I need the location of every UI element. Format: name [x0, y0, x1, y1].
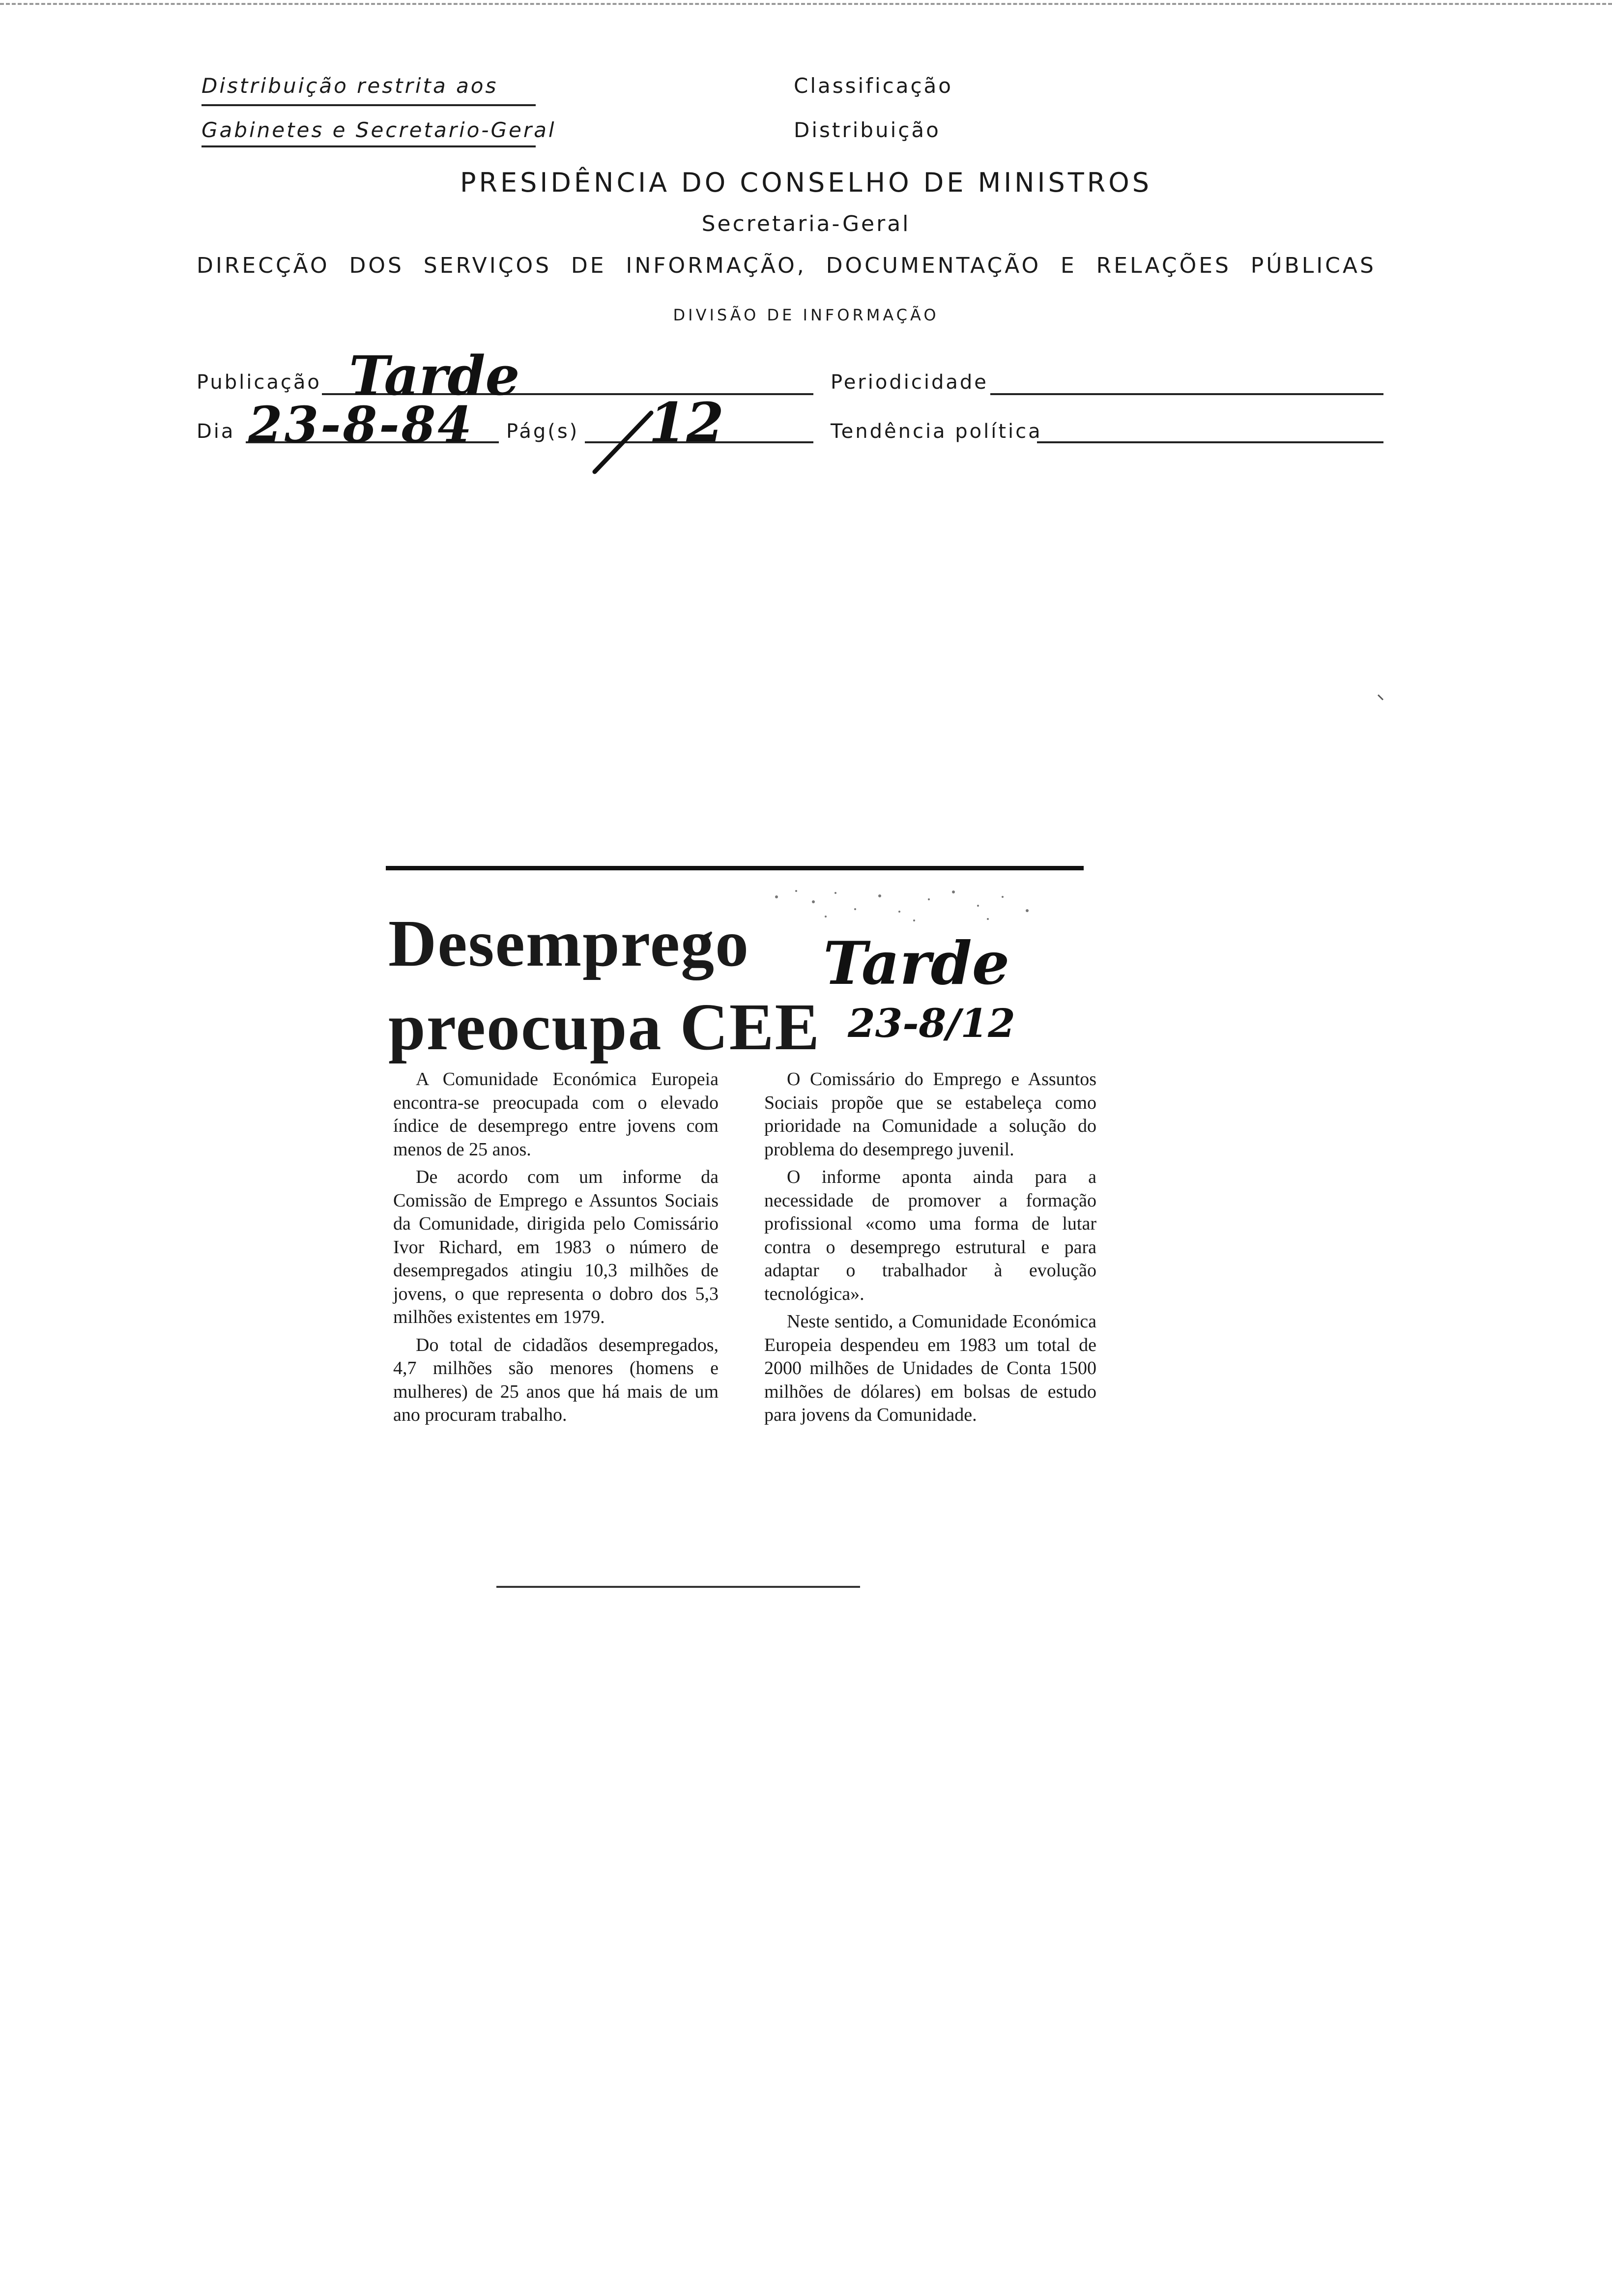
- classificacao-label: Classificação: [794, 74, 953, 98]
- directorate-word: PÚBLICAS: [1250, 253, 1376, 278]
- article-paragraph: A Comunidade Económica Europeia encontra-se preocupada com o elevado índice de desemprego entre jovens com menos de 25 anos.: [393, 1069, 719, 1160]
- headline-line-2: preocupa CEE: [388, 990, 821, 1064]
- article-paragraph: Do total de cidadãos desempregados, 4,7 milhões são menores (homens e mulheres) de 25 anos que há mais de um ano procuram trabalho.: [393, 1334, 719, 1425]
- directorate-word: RELAÇÕES: [1096, 253, 1231, 278]
- organization-title: PRESIDÊNCIA DO CONSELHO DE MINISTROS: [460, 167, 1152, 198]
- periodicidade-label: Periodicidade: [831, 371, 988, 394]
- secretariat-title: Secretaria-Geral: [701, 211, 911, 236]
- clipping-bottom-rule: [496, 1586, 860, 1588]
- directorate-title: [197, 253, 1376, 278]
- dia-label: Dia: [197, 420, 235, 443]
- distribution-underline-2: [202, 145, 536, 147]
- pags-handwritten-stroke: [590, 408, 659, 477]
- directorate-word: SERVIÇOS: [423, 253, 552, 278]
- publicacao-handwritten-value: Tarde: [349, 344, 520, 407]
- pags-handwritten-value: 12: [649, 391, 724, 454]
- periodicidade-line: [990, 393, 1383, 395]
- directorate-word: DOCUMENTAÇÃO: [826, 253, 1041, 278]
- clipping-handwritten-source: Tarde: [823, 929, 1010, 998]
- scan-border-line: [0, 3, 1612, 5]
- article-headline: [388, 902, 820, 1069]
- directorate-word: DOS: [349, 253, 404, 278]
- distribution-restricted-line2: Gabinetes e Secretario-Geral: [202, 118, 556, 142]
- publicacao-label: Publicação: [197, 371, 321, 394]
- directorate-word: INFORMAÇÃO,: [626, 253, 806, 278]
- distribution-restricted-line1: Distribuição restrita aos: [202, 74, 498, 98]
- directorate-word: E: [1060, 253, 1077, 278]
- division-title: DIVISÃO DE INFORMAÇÃO: [673, 306, 939, 324]
- article-column-left: [393, 1068, 719, 1432]
- article-paragraph: Neste sentido, a Comunidade Económica Europeia despendeu em 1983 um total de 2000 milhões de Unidades de Conta 1500 milhões de dólares) em bolsas de estudo para jovens da Comunidade.: [764, 1311, 1096, 1425]
- article-paragraph: O Comissário do Emprego e Assuntos Sociais propõe que se estabeleça como prioridade na Comunidade a solução do problema do desemprego juvenil.: [764, 1069, 1096, 1160]
- headline-line-1: Desemprego: [388, 907, 750, 980]
- directorate-word: DE: [571, 253, 606, 278]
- stray-mark: [1376, 693, 1386, 703]
- clipping-top-rule: [386, 866, 1084, 870]
- directorate-word: DIRECÇÃO: [197, 253, 330, 278]
- clipping-handwritten-reference: 23-8/12: [848, 1000, 1015, 1046]
- distribution-underline-1: [202, 104, 536, 106]
- tendencia-line: [1037, 441, 1383, 443]
- pags-label: Pág(s): [506, 420, 579, 443]
- article-paragraph: O informe aponta ainda para a necessidade de promover a formação profissional «como uma forma de lutar contra o desemprego estrutural e para adaptar o trabalhador à evolução tecnológica».: [764, 1167, 1096, 1304]
- article-paragraph: De acordo com um informe da Comissão de Emprego e Assuntos Sociais da Comunidade, dirigida pelo Comissário Ivor Richard, em 1983 o número de desempregados atingiu 10,3 milhões de jovens, o que representa o dobro dos 5,3 milhões existentes em 1979.: [393, 1167, 719, 1327]
- article-column-right: [764, 1068, 1096, 1432]
- distribuicao-label: Distribuição: [794, 118, 941, 142]
- tendencia-label: Tendência política: [831, 420, 1042, 443]
- dia-handwritten-value: 23-8-84: [248, 396, 474, 454]
